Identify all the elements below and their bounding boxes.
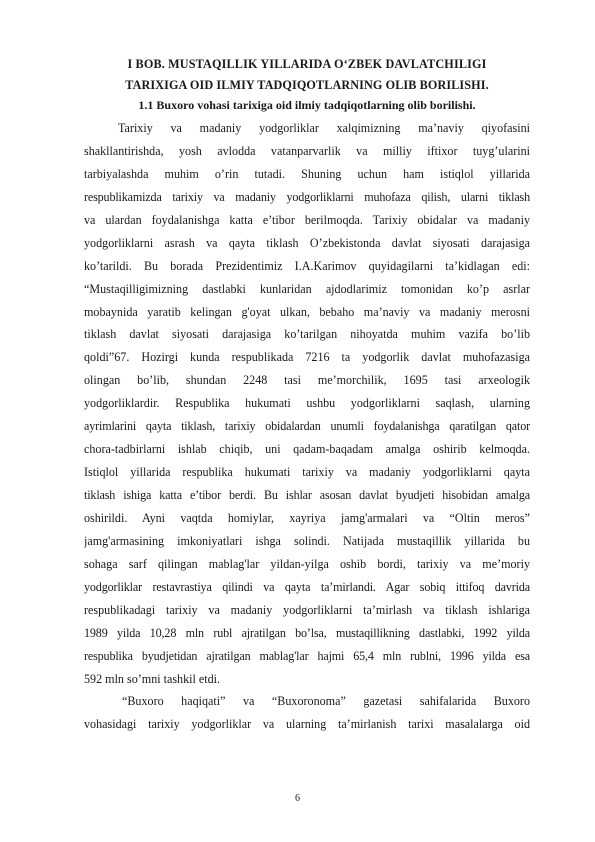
body-line: respublikamizda tarixiy va madaniy yodgorliklarni muhofaza qilish, ularni tiklash — [84, 189, 530, 204]
body-line: mobaynida yaratib kelingan g'oyat ulkan, bebaho ma’naviy va madaniy merosni — [84, 304, 530, 319]
body-line: tiklash ishiga katta e’tibor berdi. Bu ishlar asosan davlat byudjeti hisobidan amalga — [84, 488, 530, 502]
body-line: shakllantirishda, yosh avlodda vatanparvarlik va milliy iftixor tuyg’ularini — [84, 143, 530, 158]
body-line: ko’tarildi. Bu borada Prezidentimiz I.A.Karimov quyidagilarni ta’kidlagan edi: — [84, 258, 530, 273]
body-line: ayrimlarini qayta tiklash, tarixiy obidalardan unumli foydalanishga qaratilgan qator — [84, 419, 530, 434]
body-line: “Mustaqilligimizning dastlabki kunlaridan ajdodlarimiz tomonidan ko’p asrlar — [84, 281, 530, 296]
body-line: olingan bo’lib, shundan 2248 tasi me’morchilik, 1695 tasi arxeologik — [84, 373, 530, 388]
body-line: Tarixiy va madaniy yodgorliklar xalqimizning ma’naviy qiyofasini — [118, 121, 530, 135]
body-line: yodgorliklar restavrastiya qilindi va qayta ta’mirlandi. Agar sobiq ittifoq davrida — [84, 579, 530, 594]
body-line: tiklash davlat siyosati darajasiga ko’tarilgan nihoyatda muhim vazifa bo’lib — [84, 327, 530, 342]
chapter-title-line-2: TARIXIGA OID ILMIY TADQIQOTLARNING OLIB BORILISHI. — [125, 78, 489, 92]
body-line: respublikadagi tarixiy va madaniy yodgorliklarni ta’mirlash va tiklash ishlariga — [84, 602, 530, 617]
body-line: qoldi”67. Hozirgi kunda respublikada 7216 ta yodgorlik davlat muhofazasiga — [84, 350, 530, 365]
body-line: 1989 yilda 10,28 mln rubl ajratilgan bo’lsa, mustaqillikning dastlabki, 1992 yilda — [84, 625, 530, 640]
body-line: sohaga sarf qilingan mablag'lar yildan-yilga oshib bordi, tarixiy va me’moriy — [84, 556, 530, 571]
body-line: oshirildi. Ayni vaqtda homiylar, xayriya jamg'armalari va “Oltin meros” — [84, 510, 530, 525]
body-line: 592 mln so’mni tashkil etdi. — [84, 671, 221, 686]
body-line: jamg'armasining imkoniyatlari ishga solindi. Natijada mustaqillik yillarida bu — [84, 533, 530, 548]
body-line: “Buxoro haqiqati” va “Buxoronoma” gazetasi sahifalarida Buxoro — [122, 694, 530, 709]
body-line: Istiqlol yillarida respublika hukumati tarixiy va madaniy yodgorliklarni qayta — [84, 465, 530, 480]
section-title: 1.1 Buxoro vohasi tarixiga oid ilmiy tadqiqotlarning olib borilishi. — [138, 98, 476, 112]
body-line: yodgorliklardir. Respublika hukumati ushbu yodgorliklarni saqlash, ularning — [84, 396, 530, 411]
body-line: chora-tadbirlarni ishlab chiqib, uni qadam-baqadam amalga oshirib kelmoqda. — [84, 442, 530, 457]
body-line: yodgorliklarni asrash va qayta tiklash O’zbekistonda davlat siyosati darajasiga — [84, 235, 530, 250]
body-line: respublika byudjetidan ajratilgan mablag'lar hajmi 65,4 mln rublni, 1996 yilda esa — [84, 648, 530, 663]
body-paragraphs — [84, 117, 530, 736]
body-line: tarbiyalashda muhim o’rin tutadi. Shuning uchun ham istiqlol yillarida — [84, 166, 530, 181]
body-line: vohasidagi tarixiy yodgorliklar va ularning ta’mirlanish tarixi masalalarga oid — [84, 717, 530, 732]
body-line: va ulardan foydalanishga katta e’tibor berilmoqda. Tarixiy obidalar va madaniy — [84, 212, 530, 227]
page-number: 6 — [295, 793, 300, 804]
chapter-title-line-1: I BOB. MUSTAQILLIK YILLARIDA O‘ZBEK DAVLATCHILIGI — [127, 57, 487, 71]
